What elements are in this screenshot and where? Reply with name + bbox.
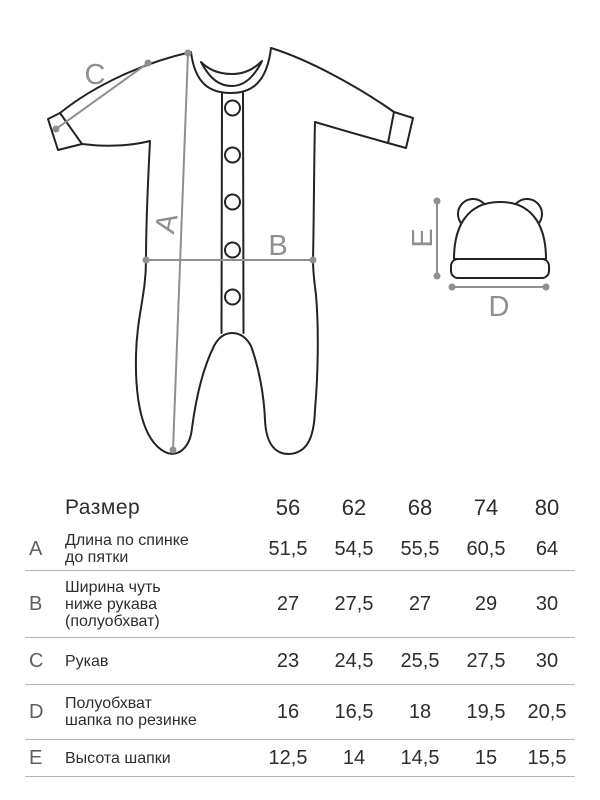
table-row-d [25, 685, 575, 740]
size-col-header: 74 [473, 495, 499, 520]
sleepsuit-drawing [48, 48, 413, 454]
row-letter: D [29, 700, 44, 723]
value-cell: 20,5 [527, 700, 567, 723]
table-row-e [25, 740, 575, 777]
row-label [57, 579, 255, 630]
size-col-header: 56 [275, 495, 301, 520]
row-label-line: до пятки [65, 549, 129, 566]
value-cell: 30 [535, 649, 559, 672]
size-col-header: 68 [407, 495, 433, 520]
value-cell: 14 [342, 746, 366, 769]
row-label-line: (полуобхват) [65, 612, 160, 630]
value-cell: 16 [276, 700, 300, 723]
measure-label-c: C [84, 59, 106, 91]
value-cell: 24,5 [334, 649, 374, 672]
value-cell: 27 [276, 592, 300, 615]
value-cell: 27,5 [334, 592, 374, 615]
row-label-line: Высота шапки [65, 749, 171, 767]
hat-drawing [451, 199, 549, 278]
value-cell: 54,5 [334, 537, 374, 560]
value-cell: 18 [408, 700, 432, 723]
snap-button [225, 195, 240, 210]
row-label [57, 750, 255, 767]
value-cell: 16,5 [334, 700, 374, 723]
value-cell: 14,5 [400, 746, 440, 769]
value-cell: 15,5 [527, 746, 567, 769]
row-label-line: ниже рукава [65, 595, 158, 613]
value-cell: 51,5 [268, 537, 308, 560]
collar-trim [201, 61, 262, 86]
value-cell: 29 [474, 592, 498, 615]
table-row-c [25, 638, 575, 685]
row-label-line: Ширина чуть [65, 578, 161, 596]
placket-right-edge [243, 93, 244, 333]
table-header-row [25, 488, 575, 528]
value-cell: 12,5 [268, 746, 308, 769]
size-col-header: 62 [341, 495, 367, 520]
table-row-b [25, 571, 575, 638]
size-table [25, 488, 575, 777]
row-label-line: Длина по спинке [65, 532, 189, 549]
placket-left-edge [222, 94, 223, 333]
table-title: Размер [65, 496, 141, 519]
snap-button [225, 290, 240, 305]
measure-d [449, 284, 550, 324]
value-cell: 19,5 [466, 700, 506, 723]
snap-button [225, 101, 240, 116]
row-label-line: шапка по резинке [65, 712, 197, 729]
snap-button [225, 243, 240, 258]
row-letter: E [29, 746, 43, 769]
value-cell: 27,5 [466, 649, 506, 672]
row-letter: C [29, 649, 44, 672]
row-letter: A [29, 537, 43, 560]
value-cell: 15 [474, 746, 498, 769]
value-cell: 30 [535, 592, 559, 615]
size-col-header: 80 [534, 495, 560, 520]
row-label [57, 653, 255, 670]
measure-label-e: E [407, 228, 439, 248]
value-cell: 23 [276, 649, 300, 672]
measure-label-a: A [149, 210, 185, 237]
value-cell: 27 [408, 592, 432, 615]
value-cell: 64 [535, 537, 559, 560]
row-label-line: Полуобхват [65, 695, 152, 712]
row-letter: B [29, 592, 43, 615]
measure-label-d: D [488, 291, 510, 323]
value-cell: 25,5 [400, 649, 440, 672]
row-label [57, 532, 255, 566]
value-cell: 60,5 [466, 537, 506, 560]
snap-button [225, 148, 240, 163]
row-label [57, 695, 255, 729]
value-cell: 55,5 [400, 537, 440, 560]
table-row-a [25, 528, 575, 571]
hat-brim [451, 259, 549, 278]
measure-e [407, 198, 441, 280]
row-label-line: Рукав [65, 652, 109, 670]
measure-label-b: B [268, 230, 288, 262]
